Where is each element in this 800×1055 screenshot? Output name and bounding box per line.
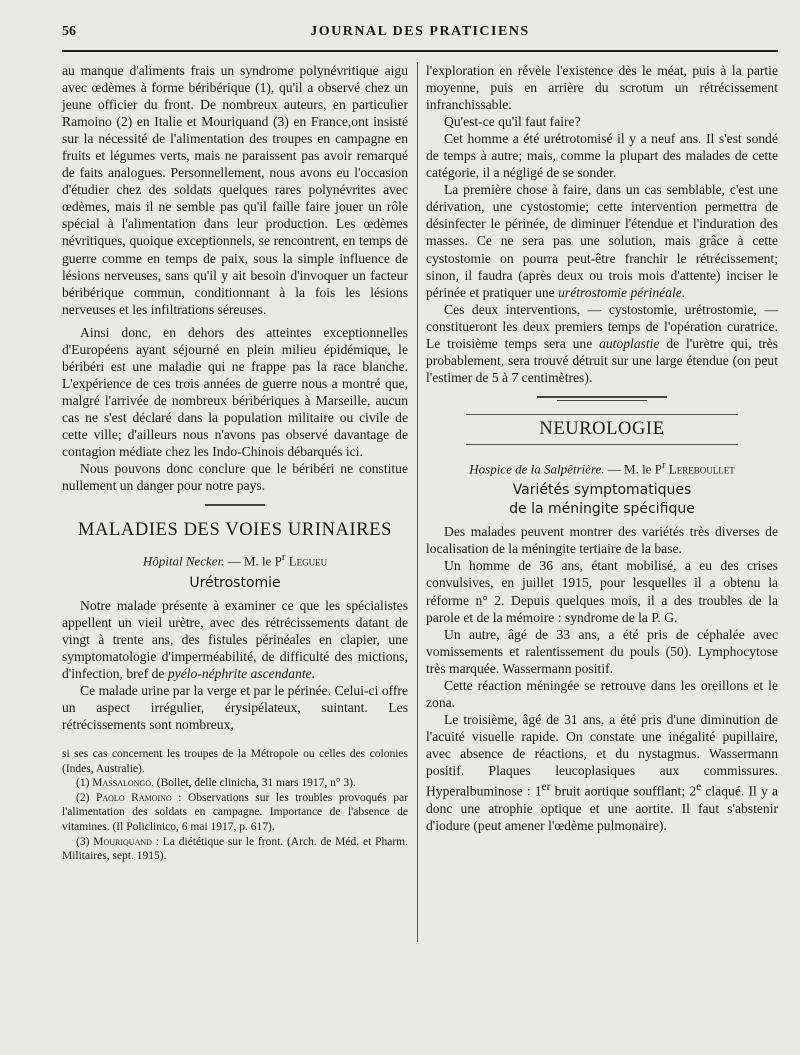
footnote-2: [62, 791, 408, 835]
page-number: 56: [62, 24, 76, 39]
article-subtitle-line: Variétés symptomatiques: [512, 482, 692, 499]
footnote-number: (3): [76, 835, 94, 848]
left-column: [62, 62, 408, 864]
footnotes: [62, 747, 408, 864]
byline-necker: [62, 549, 408, 569]
paragraph: [426, 181, 778, 300]
footnote-author: Mouriquand: [93, 835, 152, 848]
ordinal-superscript: er: [541, 781, 551, 794]
footnote-1: [62, 776, 408, 791]
paragraph-conclusion: Nous pouvons donc conclure que le béribéri ne constitue nullement un danger pour notre pays.: [62, 461, 408, 494]
paragraph: [426, 711, 778, 834]
section-ornament: [426, 386, 778, 408]
footnote-continuation: si ses cas concernent les troupes de la Métropole ou celles des colonies (Indes, Australie).: [62, 747, 408, 775]
paragraph: Cette réaction méningée se retrouve dans les oreillons et le zona.: [426, 677, 778, 710]
paragraph-text: Le troisième, âgé de 31 ans, a été pris d'une diminution de l'acuité visuelle rapide. On constate une inégalité pupillaire, avec absence de réactions, et du nystagmus. Wassermann positif. Plaques leucoplasiques aux commissures. Hyperalbuminose : 1: [426, 711, 778, 799]
paragraph-continued: l'exploration en révèle l'existence dès le méat, puis à la partie moyenne, puis en arrière du scrotum un rétrécissement infranchissable.: [426, 63, 778, 113]
paragraph-text: de l'urètre qui, très probablement, sera trouvé détruit sur une large étendue (on peut l'estimer de 5 à 7 centimètres).: [426, 335, 778, 385]
byline-superscript: r: [281, 551, 286, 564]
paragraph-text: Ces deux interventions, — cystostomie, urétrostomie, — constitueront les deux premiers temps de l'opération curatrice. Le troisième temps sera une: [426, 301, 778, 351]
article-subtitle: [426, 481, 778, 519]
article-paragraph: [62, 597, 408, 682]
footnote-author: Paolo Ramoino: [95, 791, 172, 804]
header-rule: [62, 50, 778, 52]
paragraph: Ainsi donc, en dehors des atteintes exceptionnelles d'Européens ayant séjourné en plein milieu épidémique, le béribéri est une maladie qui ne frappe pas la race blanche. L'expérience de ces trois années de guerre nous a montré que, malgré l'arrivée de nombreux béribériques à Marseille, aucun cas ne s'est déclaré dans la population militaire ou civile de cette ville; d'ailleurs nous n'avons pas observé davantage de contagion médiate chez les Indo-Chinois débarqués ici.: [62, 324, 408, 460]
byline-separator: — M. le P: [604, 461, 662, 477]
section-ornament: [62, 494, 408, 518]
byline-place: Hospice de la Salpêtrière.: [469, 461, 605, 477]
byline-superscript: r: [661, 458, 666, 471]
ordinal-superscript: e: [696, 781, 702, 794]
paragraph: Cet homme a été urétrotomisé il y a neuf ans. Il s'est sondé de temps à autre; mais, comme la plupart des malades de cette catégorie, il a négligé de se sonder.: [426, 131, 778, 181]
footnote-number: (2): [76, 791, 96, 804]
footnote-text: (Bollet, delle clinicha, 31 mars 1917, n° 3).: [153, 777, 356, 790]
byline-salpetriere: [426, 457, 778, 477]
paragraph-continued: au manque d'aliments frais un syndrome polynévritique aigu avec œdèmes à forme béribérique (1), qu'il a observé chez un jeune officier du front. De nombreux auteurs, en particulier Ramoino (2) en Italie et Mouriquand (3) en France,ont insisté sur la nécessité de l'alimentation des troupes en campagne en fruits et légumes verts, mais ne paraissent pas avoir remarqué de faits analogues. Personnellement, nous avons eu l'occasion d'étudier chez des soldats quelques rares polynévrites avec œdèmes, mais il ne semble pas qu'il faille faire jouer un rôle spécial à l'alimentation dans leur production. Les œdèmes névritiques, quoique exceptionnels, se rencontrent, en temps de guerre comme en temps de paix, sous la simple influence de lésions nerveuses, sans qu'il y ait besoin d'invoquer un facteur béribérique commun, conditionnant à la fois les lésions nerveuses et les infiltrations séreuses.: [62, 63, 408, 317]
paragraph-italic: urétrostomie périnéale.: [558, 284, 686, 300]
article-paragraph: Ce malade urine par la verge et par le périnée. Celui-ci offre un aspect irrégulier, érysipélateux, suintant. Les rétrécissements sont nombreux,: [62, 682, 408, 732]
column-divider: [417, 62, 418, 942]
footnote-number: (1): [76, 777, 93, 790]
article-subtitle: Urétrostomie: [189, 574, 281, 591]
paragraph: [426, 301, 778, 386]
article-text: Notre malade présente à examiner ce que les spécialistes appellent un vieil urètre, avec des rétrécissements datant de vingt à trente ans, des fistules périnéales en clapier, une symptomatologie d'imperméabilité, de difficulté des mictions, d'infection, bref de: [62, 597, 408, 681]
paragraph: Des malades peuvent montrer des variétés très diverses de localisation de la méningite tertiaire de la base.: [426, 524, 778, 557]
right-column: [426, 62, 778, 834]
section-title-urinaires: MALADIES DES VOIES URINAIRES: [77, 520, 392, 541]
footnote-text: : La diététique sur le front. (Arch. de Méd. et Pharm. Militaires, sept. 1915).: [62, 835, 408, 863]
paragraph-italic: autoplastie: [599, 335, 660, 351]
footnote-3: [62, 835, 408, 864]
paragraph-text: bruit aortique soufflant; 2: [550, 783, 697, 799]
section-title-neurologie: NEUROLOGIE: [466, 414, 738, 445]
footnote-text: : Observations sur les troubles provoqués par l'alimentation des soldats en campagne. Importance de l'absence de vitamines. (Il Policlinico, 6 mai 1917, p. 617).: [62, 791, 408, 833]
byline-author: Lereboullet: [668, 461, 735, 477]
footnote-author: Massalongo.: [92, 777, 154, 790]
byline-author: Legueu: [288, 553, 328, 569]
page-header: [62, 18, 778, 48]
article-subtitle-line: de la méningite spécifique: [509, 501, 695, 518]
paragraph: Un homme de 36 ans, étant mobilisé, a eu des crises convulsives, en juillet 1915, pour lesquelles il a obtenu la réforme n° 2. Depuis quelques mois, il a des troubles de la parole et de la mémoire : syndrome de la P. G.: [426, 558, 778, 625]
byline-place: Hôpital Necker.: [142, 553, 225, 569]
byline-separator: — M. le P: [224, 553, 282, 569]
journal-title: JOURNAL DES PRATICIENS: [310, 24, 530, 39]
paragraph: Un autre, âgé de 33 ans, a été pris de céphalée avec vomissements et ralentissement du pouls (50). Lymphocytose très marquée. Wassermann positif.: [426, 626, 778, 676]
paragraph-question: Qu'est-ce qu'il faut faire?: [444, 114, 581, 130]
paragraph-text: claqué. Il y a donc une atrophie optique et une aortite. Il faut s'abstenir d'iodure (peut amener l'œdème pulmonaire).: [426, 783, 778, 833]
article-italic: pyélo-néphrite ascendante.: [167, 665, 316, 681]
paragraph-text: La première chose à faire, dans un cas semblable, c'est une dérivation, une cystostomie; cette intervention permettra de désinfecter le périnée, de diminuer l'étendue et l'induration des masses. Ce ne sera pas une solution, mais grâce à cette cystostomie on pourra peut-être franchir le rétrécissement; sinon, il faudra (après deux ou trois mois d'attente) inciser le périnée et pratiquer une: [426, 182, 778, 300]
